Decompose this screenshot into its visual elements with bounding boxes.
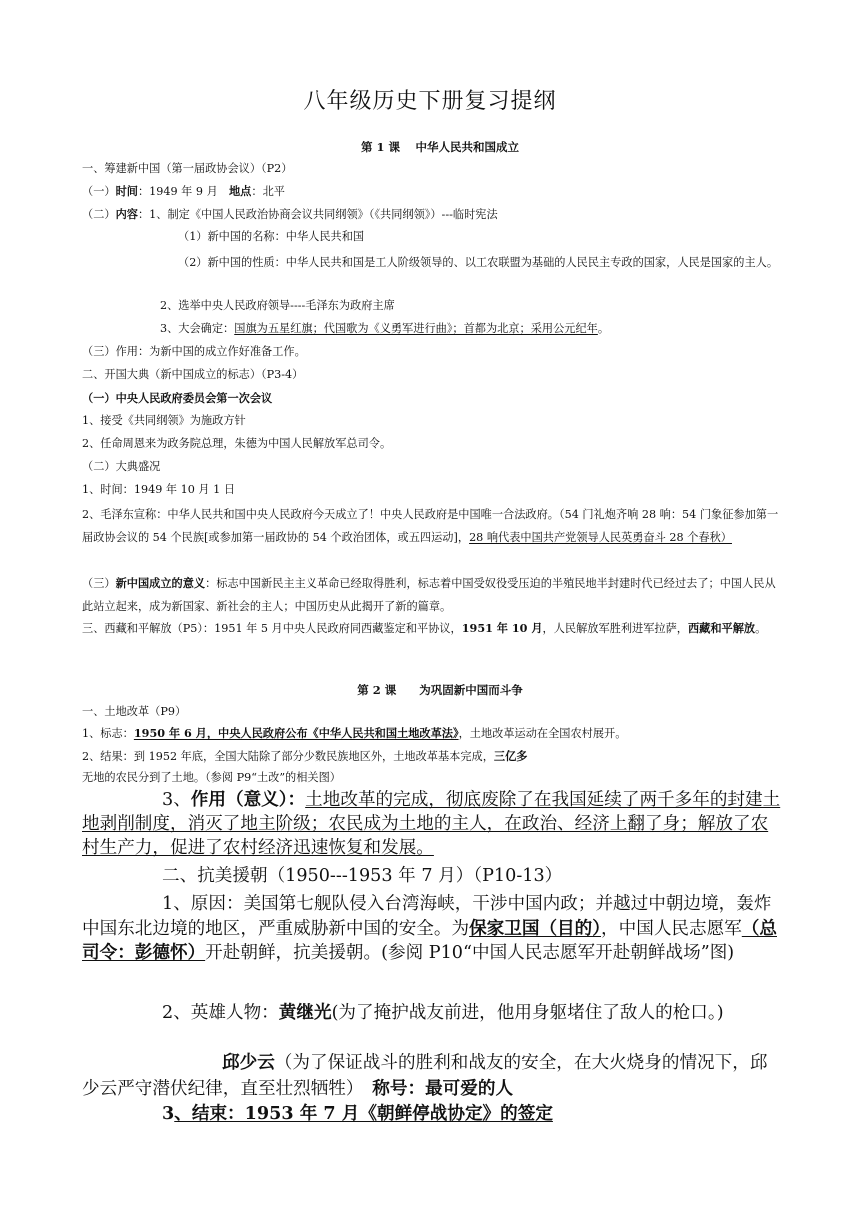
commander-underlined: （总司令：彭德怀）	[82, 917, 777, 963]
content-line: （二）内容：1、制定《中国人民政治协商会议共同纲领》（《共同纲领》）---临时宪法	[82, 207, 498, 221]
content-label: 内容	[115, 207, 138, 221]
land-reform-significance: 3、作用（意义）：土地改革的完成，彻底废除了在我国延续了两千多年的封建土地剥削制度，消灭了地主阶级；农民成为土地的主人，在政治、经济上翻了身；解放了农村生产力，促进了农村经济迅速恢复和发展。	[82, 789, 781, 858]
salute-meaning-underlined: 28 响代表中国共产党领导人民英勇奋斗 28 个春秋）	[469, 530, 732, 544]
land-reform-result: 2、结果：到 1952 年底，全国大陆除了部分少数民族地区外，土地改革基本完成，三亿多无地的农民分到了土地。（参阅 P9“土改”的相关图）	[82, 749, 528, 784]
significance-label: 新中国成立的意义	[115, 576, 206, 590]
time-place-line: （一）时间：1949 年 9 月 地点：北平	[82, 184, 285, 198]
land-reform-sign: 1、标志：1950 年 6 月，中央人民政府公布《中华人民共和国土地改革法》，土地改革运动在全国农村展开。	[82, 726, 627, 740]
meeting-item-2: 2、任命周恩来为政务院总理，朱德为中国人民解放军总司令。	[82, 437, 392, 450]
significance-heading: 作用（意义）：	[190, 789, 306, 810]
time-label: 时间	[115, 184, 138, 198]
section-land-reform-title: 一、土地改革（P9）	[82, 705, 187, 718]
armistice-line: 3、结束：1953 年 7 月《朝鲜停战协定》的签定	[162, 1103, 553, 1124]
congress-decision-line: 3、大会确定：国旗为五星红旗；代国歌为《义勇军进行曲》；首都为北京；采用公元纪年。	[160, 322, 610, 335]
country-name-line: （1）新中国的名称：中华人民共和国	[178, 230, 365, 243]
leader-election-line: 2、选举中央人民政府领导----毛泽东为政府主席	[160, 299, 395, 312]
armistice-underlined: 、结束：1953 年 7 月《朝鲜停战协定》的签定	[174, 1103, 553, 1124]
section-founding-title: 一、筹建新中国（第一届政协会议）（P2）	[82, 162, 293, 175]
national-symbols-underlined: 国旗为五星红旗；代国歌为《义勇军进行曲》；首都为北京；采用公元纪年	[234, 322, 598, 335]
lesson-2-heading: 第 2 课 为巩固新中国而斗争	[357, 683, 523, 697]
first-meeting-title: （一）中央人民政府委员会第一次会议	[82, 391, 273, 405]
land-reform-law-underlined: 1950 年 6 月，中央人民政府公布《中华人民共和国土地改革法》	[133, 726, 459, 740]
meeting-item-1: 1、接受《共同纲领》为施政方针	[82, 414, 246, 427]
title-most-lovable: 称号：最可爱的人	[372, 1078, 514, 1099]
founding-significance-paragraph: （三）新中国成立的意义：标志中国新民主主义革命已经取得胜利，标志着中国受奴役受压迫的半殖民地半封建时代已经过去了；中国人民从此站立起来，成为新国家、新社会的主人；中国历史从此揭开了新的篇章。	[82, 576, 776, 613]
lesson-1-heading: 第 1 课 中华人民共和国成立	[360, 140, 519, 154]
section-korea-war-title: 二、抗美援朝（1950---1953 年 7 月）（P10-13）	[162, 866, 563, 886]
place-label: 地点	[228, 184, 252, 198]
purpose-underlined: 保家卫国（目的）	[469, 917, 602, 939]
ceremony-title: （二）大典盛况	[82, 460, 161, 473]
effect-line: （三）作用：为新中国的成立作好准备工作。	[82, 345, 306, 358]
hero-qiu-shaoyun: 邱少云（为了保证战斗的胜利和战友的安全，在大火烧身的情况下，邱少云严守潜伏纪律，直至壮烈牺牲） 称号：最可爱的人	[82, 1052, 768, 1099]
tibet-liberation-paragraph: 三、西藏和平解放（P5）：1951 年 5 月中央人民政府同西藏鉴定和平协议，1951 年 10 月，人民解放军胜利进军拉萨，西藏和平解放。	[82, 621, 767, 635]
hero-huang-jiguang: 2、英雄人物：黄继光(为了掩护战友前进，他用身躯堵住了敌人的枪口。)	[162, 1002, 724, 1023]
document-title: 八年级历史下册复习提纲	[303, 89, 557, 114]
ceremony-declaration-paragraph: 2、毛泽东宣称：中华人民共和国中央人民政府今天成立了！中央人民政府是中国唯一合法政府。（54 门礼炮齐响 28 响：54 门象征参加第一届政协会议的 54 个民族[或参加第一届政协的 54 个政治团体，或五四运动]，28 响代表中国共产党领导人民英勇奋斗 28 个春秋）	[82, 508, 779, 544]
country-nature-paragraph: （2）新中国的性质：中华人民共和国是工人阶级领导的、以工农联盟为基础的人民民主专政的国家，人民是国家的主人。	[178, 256, 779, 269]
ceremony-time: 1、时间：1949 年 10 月 1 日	[82, 483, 236, 496]
section-ceremony-title: 二、开国大典（新中国成立的标志）（P3-4）	[82, 368, 304, 381]
korea-war-cause: 1、原因：美国第七舰队侵入台湾海峡，干涉中国内政；并越过中朝边境，轰炸中国东北边境的地区，严重威胁新中国的安全。为保家卫国（目的），中国人民志愿军（总司令：彭德怀）开赴朝鲜，抗美援朝。(参阅 P10“中国人民志愿军开赴朝鲜战场”图)	[82, 894, 777, 963]
significance-underlined: 土地改革的完成，彻底废除了在我国延续了两千多年的封建土地剥削制度，消灭了地主阶级；农民成为土地的主人，在政治、经济上翻了身；解放了农村生产力，促进了农村经济迅速恢复和发展。	[82, 790, 781, 858]
